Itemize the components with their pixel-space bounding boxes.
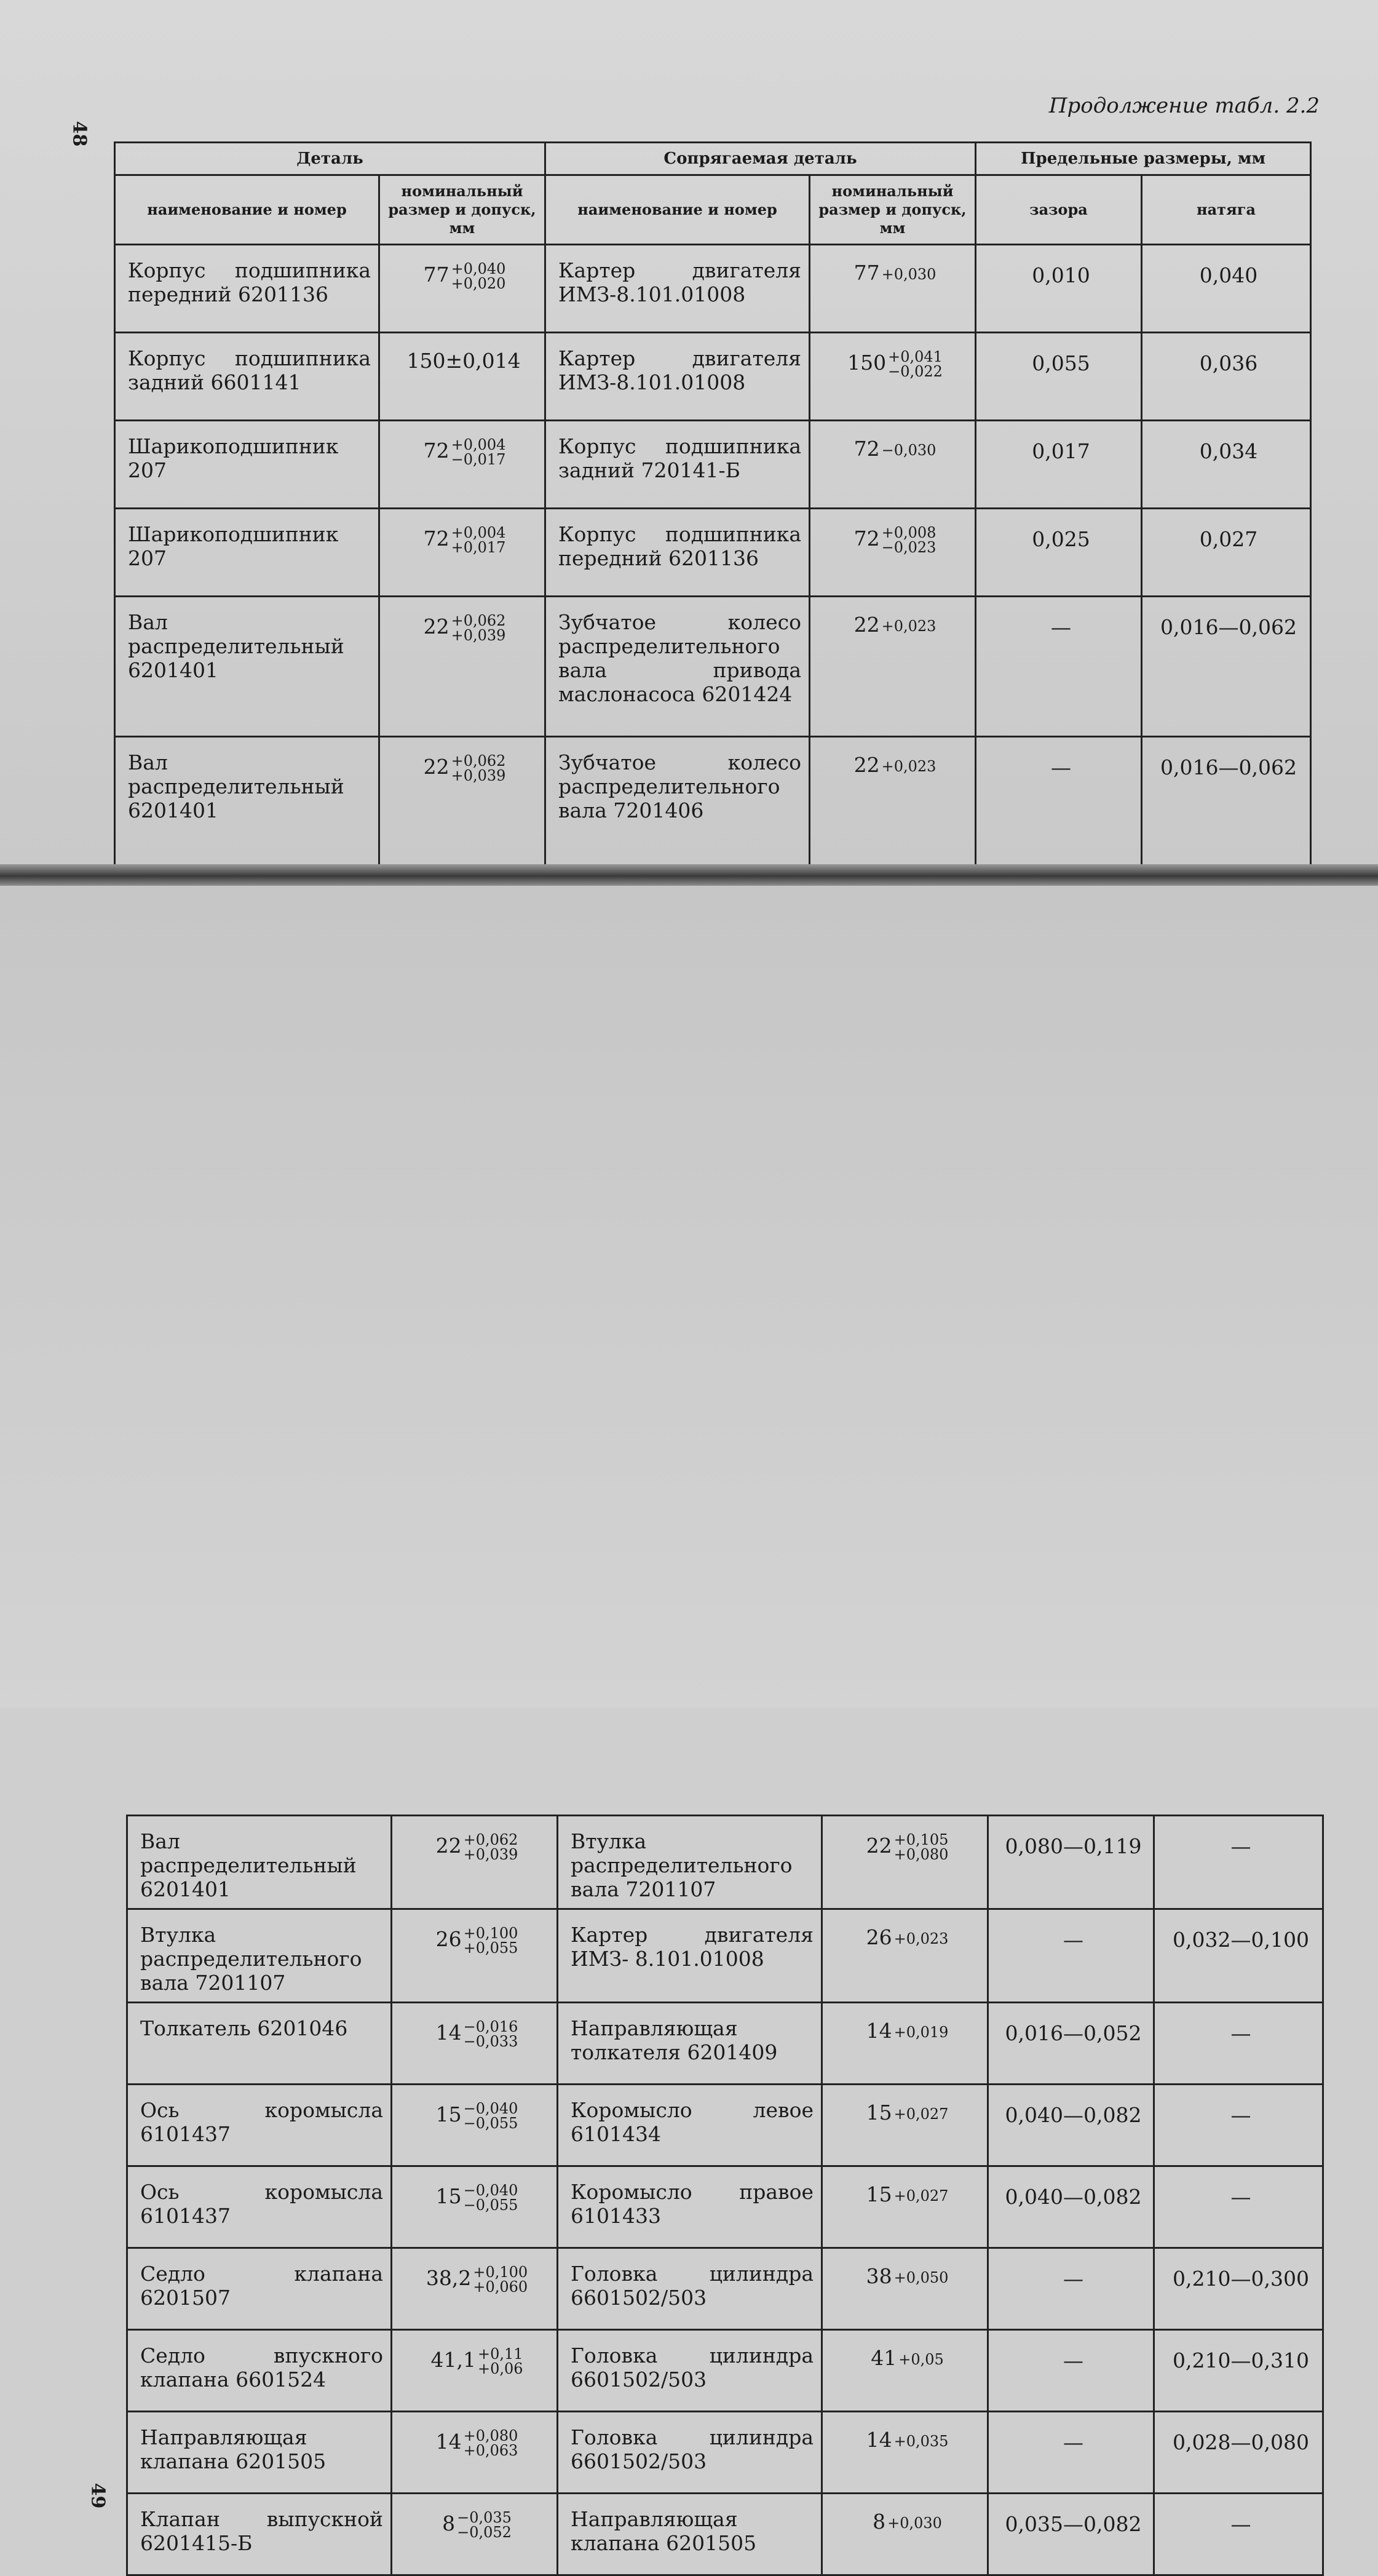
- tolerance: [451, 753, 506, 783]
- tolerance-upper: +0,027: [893, 2105, 949, 2123]
- detail-name: Направляющая клапана 6201505: [127, 2411, 392, 2493]
- mating-name: Головка цилиндра 6601502/503: [558, 2248, 822, 2329]
- clearance-value: —: [988, 1909, 1154, 2002]
- header-row-sub: [115, 175, 1311, 245]
- detail-name: Седло клапана 6201507: [127, 2248, 392, 2329]
- tolerance: [894, 2270, 949, 2285]
- mating-name: Втулка распределительного вала 7201107: [558, 1816, 822, 1909]
- tolerance-lower: −0,055: [463, 2196, 518, 2214]
- interference-value: —: [1154, 2002, 1323, 2084]
- tolerance-upper: +0,008: [881, 524, 936, 541]
- tolerance-lower: +0,06: [477, 2359, 523, 2377]
- tolerance-lower: +0,063: [463, 2441, 518, 2459]
- tolerance: [478, 2347, 523, 2376]
- tolerance: [473, 2265, 528, 2294]
- table-row: [127, 2493, 1323, 2575]
- mating-name: Головка цилиндра 6601502/503: [558, 2329, 822, 2411]
- tolerance-lower: −0,055: [463, 2114, 518, 2132]
- tolerance-upper: +0,062: [451, 612, 506, 629]
- detail-nominal-cell: [379, 737, 545, 877]
- detail-nominal-cell: [392, 2166, 558, 2248]
- table-row: [127, 2084, 1323, 2166]
- tolerance-upper: +0,019: [893, 2023, 949, 2041]
- mating-nominal-cell: [822, 2411, 988, 2493]
- detail-nominal-cell: [392, 2411, 558, 2493]
- mating-name: Головка цилиндра 6601502/503: [558, 2411, 822, 2493]
- detail-name: Вал распределительный 6201401: [115, 597, 379, 737]
- tolerance-upper: +0,062: [463, 1831, 518, 1848]
- tolerance-lower: +0,020: [451, 275, 506, 292]
- tolerance: [882, 759, 936, 774]
- clearance-value: 0,080—0,119: [988, 1816, 1154, 1909]
- header-nominal: номинальный размер и допуск, мм: [379, 175, 545, 245]
- limits-table-top: [114, 141, 1312, 878]
- mating-nominal-cell: [822, 2248, 988, 2329]
- mating-name: Зубчатое колесо распределительного вала 7201406: [545, 737, 810, 877]
- tolerance-lower: +0,017: [451, 539, 506, 556]
- tolerance: [451, 437, 506, 467]
- nominal-value: 41: [871, 2345, 897, 2370]
- tolerance-lower: +0,080: [893, 1846, 949, 1863]
- clearance-value: 0,016—0,052: [988, 2002, 1154, 2084]
- tolerance: [894, 2434, 949, 2449]
- page-49: [0, 886, 1378, 2555]
- detail-nominal-cell: [379, 509, 545, 597]
- nominal-value: 14: [866, 2427, 892, 2452]
- mating-nominal-cell: [822, 2002, 988, 2084]
- nominal-value: 77: [423, 263, 449, 287]
- tolerance-upper: +0,062: [451, 752, 506, 769]
- mating-name: Картер двигателя ИМЗ-8.101.01008: [545, 333, 810, 421]
- nominal-value: 72: [853, 437, 880, 461]
- detail-name: Клапан выпускной 6201415-Б: [127, 2493, 392, 2575]
- nominal-value: 72: [853, 527, 880, 551]
- tolerance-upper: +0,100: [473, 2263, 528, 2281]
- tolerance-lower: +0,039: [451, 627, 506, 644]
- header-name-number: наименование и номер: [115, 175, 379, 245]
- tolerance-upper: +0,027: [893, 2187, 949, 2204]
- tolerance-upper: +0,105: [893, 1831, 949, 1848]
- mating-name: Коромысло правое 6101433: [558, 2166, 822, 2248]
- nominal-value: 22: [853, 613, 880, 637]
- clearance-value: 0,010: [976, 245, 1142, 333]
- nominal-value: 15: [866, 2100, 892, 2125]
- mating-nominal-cell: [810, 421, 976, 509]
- tolerance-lower: +0,039: [451, 767, 506, 784]
- tolerance-upper: +0,023: [881, 758, 936, 775]
- detail-nominal-cell: [392, 2002, 558, 2084]
- mating-name: Картер двигателя ИМЗ- 8.101.01008: [558, 1909, 822, 2002]
- nominal-value: 22: [423, 614, 449, 638]
- tolerance: [457, 2510, 512, 2540]
- tolerance-upper: +0,030: [881, 266, 936, 283]
- tolerance: [464, 2428, 518, 2458]
- nominal-value: 72: [423, 527, 449, 551]
- mating-nominal-cell: [810, 737, 976, 877]
- detail-nominal-cell: [379, 421, 545, 509]
- table-row: [127, 1909, 1323, 2002]
- tolerance-lower: +0,055: [463, 1939, 518, 1957]
- nominal-value: 26: [866, 1925, 892, 1949]
- nominal-value: 38: [866, 2264, 892, 2288]
- table-row: [127, 2329, 1323, 2411]
- tolerance-upper: −0,035: [457, 2508, 512, 2526]
- table-row: [115, 737, 1311, 877]
- tolerance-lower: −0,033: [463, 2032, 518, 2050]
- tolerance-lower: +0,060: [473, 2278, 528, 2296]
- tolerance-upper: +0,041: [888, 348, 943, 365]
- nominal-value: 77: [853, 261, 880, 285]
- detail-name: Вал распределительный 6201401: [115, 737, 379, 877]
- header-interference: натяга: [1142, 175, 1311, 245]
- tolerance-upper: +0,030: [887, 2514, 942, 2532]
- clearance-value: 0,055: [976, 333, 1142, 421]
- tolerance-upper: +0,040: [451, 260, 506, 277]
- tolerance-lower: −0,052: [457, 2523, 512, 2541]
- detail-nominal-cell: [392, 2084, 558, 2166]
- detail-name: Шарикоподшипник 207: [115, 509, 379, 597]
- table-row: [115, 597, 1311, 737]
- tolerance-upper: +0,11: [477, 2345, 523, 2363]
- tolerance: [464, 2101, 518, 2131]
- book-spine: [0, 864, 1378, 886]
- nominal-value: 14: [435, 2429, 462, 2454]
- tolerance: [451, 613, 506, 643]
- clearance-value: —: [988, 2248, 1154, 2329]
- interference-value: 0,040: [1142, 245, 1311, 333]
- detail-nominal-cell: [379, 333, 545, 421]
- tolerance: [882, 443, 936, 458]
- detail-nominal-cell: [379, 245, 545, 333]
- tolerance: [894, 1832, 949, 1862]
- table-row: [127, 2002, 1323, 2084]
- clearance-value: —: [988, 2329, 1154, 2411]
- interference-value: 0,036: [1142, 333, 1311, 421]
- nominal-value: 38,2: [426, 2265, 472, 2290]
- table-row: [115, 421, 1311, 509]
- detail-nominal-cell: [392, 2493, 558, 2575]
- nominal-value: 22: [423, 755, 449, 779]
- mating-name: Корпус подшипника передний 6201136: [545, 509, 810, 597]
- detail-name: Втулка распределительного вала 7201107: [127, 1909, 392, 2002]
- nominal-value: 15: [866, 2182, 892, 2206]
- clearance-value: 0,025: [976, 509, 1142, 597]
- clearance-value: —: [988, 2411, 1154, 2493]
- interference-value: 0,210—0,300: [1154, 2248, 1323, 2329]
- mating-nominal-cell: [822, 1816, 988, 1909]
- tolerance: [894, 2025, 949, 2040]
- mating-nominal-cell: [822, 2166, 988, 2248]
- detail-name: Толкатель 6201046: [127, 2002, 392, 2084]
- clearance-value: 0,040—0,082: [988, 2166, 1154, 2248]
- tolerance-upper: +0,100: [463, 1924, 518, 1942]
- detail-nominal-cell: [392, 1909, 558, 2002]
- table-row: [127, 2248, 1323, 2329]
- clearance-value: —: [976, 597, 1142, 737]
- tolerance-lower: +0,039: [463, 1846, 518, 1863]
- tolerance: [451, 261, 506, 291]
- mating-name: Зубчатое колесо распределительного вала привода маслонасоса 6201424: [545, 597, 810, 737]
- page-number: 49: [87, 2483, 109, 2509]
- tolerance-lower: −0,022: [888, 363, 943, 380]
- table-row: [127, 2166, 1323, 2248]
- tolerance: [898, 2352, 944, 2367]
- clearance-value: 0,040—0,082: [988, 2084, 1154, 2166]
- interference-value: —: [1154, 2166, 1323, 2248]
- tolerance: [464, 2183, 518, 2212]
- detail-name: Седло впускного клапана 6601524: [127, 2329, 392, 2411]
- tolerance-upper: +0,004: [451, 524, 506, 541]
- header-mating-nominal: номинальный размер и допуск, мм: [810, 175, 976, 245]
- tolerance-upper: −0,040: [463, 2099, 518, 2117]
- tolerance-lower: −0,017: [451, 451, 506, 468]
- nominal-value: 15: [435, 2184, 462, 2208]
- interference-value: —: [1154, 2493, 1323, 2575]
- interference-value: 0,028—0,080: [1154, 2411, 1323, 2493]
- header-mating: Сопрягаемая деталь: [545, 143, 976, 175]
- nominal-value: 150: [847, 351, 887, 375]
- interference-value: 0,210—0,310: [1154, 2329, 1323, 2411]
- mating-name: Картер двигателя ИМЗ-8.101.01008: [545, 245, 810, 333]
- mating-nominal-cell: [822, 2329, 988, 2411]
- tolerance: [894, 1931, 949, 1946]
- interference-value: 0,032—0,100: [1154, 1909, 1323, 2002]
- tolerance-upper: −0,040: [463, 2181, 518, 2199]
- clearance-value: 0,035—0,082: [988, 2493, 1154, 2575]
- tolerance: [882, 619, 936, 634]
- mating-nominal-cell: [810, 245, 976, 333]
- mating-name: Корпус подшипника задний 720141-Б: [545, 421, 810, 509]
- header-row-group: [115, 143, 1311, 175]
- nominal-value: 150±0,014: [406, 349, 521, 373]
- table-caption: Продолжение табл. 2.2: [1048, 93, 1320, 118]
- header-clearance: зазора: [976, 175, 1142, 245]
- detail-name: Шарикоподшипник 207: [115, 421, 379, 509]
- tolerance-upper: +0,080: [463, 2427, 518, 2444]
- mating-name: Направляющая клапана 6201505: [558, 2493, 822, 2575]
- tolerance: [888, 349, 943, 379]
- table-row: [115, 333, 1311, 421]
- mating-nominal-cell: [822, 2493, 988, 2575]
- table-row: [115, 245, 1311, 333]
- mating-name: Коромысло левое 6101434: [558, 2084, 822, 2166]
- interference-value: 0,016—0,062: [1142, 597, 1311, 737]
- detail-name: Корпус подшипника передний 6201136: [115, 245, 379, 333]
- interference-value: 0,027: [1142, 509, 1311, 597]
- tolerance: [882, 525, 936, 555]
- header-mating-name-number: наименование и номер: [545, 175, 810, 245]
- tolerance: [464, 2019, 518, 2049]
- tolerance-upper: +0,023: [893, 1930, 949, 1947]
- interference-value: 0,016—0,062: [1142, 737, 1311, 877]
- table-row: [127, 1816, 1323, 1909]
- clearance-value: —: [976, 737, 1142, 877]
- interference-value: —: [1154, 2084, 1323, 2166]
- nominal-value: 15: [435, 2102, 462, 2126]
- detail-nominal-cell: [392, 2248, 558, 2329]
- nominal-value: 72: [423, 439, 449, 463]
- nominal-value: 8: [442, 2511, 456, 2535]
- tolerance-upper: +0,023: [881, 618, 936, 635]
- nominal-value: 26: [435, 1926, 462, 1951]
- nominal-value: 14: [435, 2020, 462, 2045]
- interference-value: 0,034: [1142, 421, 1311, 509]
- limits-table-bottom: [126, 1815, 1324, 2576]
- interference-value: —: [1154, 1816, 1323, 1909]
- tolerance: [882, 267, 936, 282]
- detail-name: Ось коромысла 6101437: [127, 2084, 392, 2166]
- clearance-value: 0,017: [976, 421, 1142, 509]
- table-row: [115, 509, 1311, 597]
- mating-nominal-cell: [810, 509, 976, 597]
- table-row: [127, 2411, 1323, 2493]
- mating-nominal-cell: [822, 1909, 988, 2002]
- tolerance-lower: −0,030: [881, 442, 936, 459]
- nominal-value: 22: [853, 753, 880, 777]
- mating-nominal-cell: [810, 333, 976, 421]
- tolerance-upper: +0,050: [893, 2268, 949, 2286]
- tolerance-upper: +0,004: [451, 436, 506, 453]
- nominal-value: 41,1: [430, 2347, 476, 2372]
- nominal-value: 14: [866, 2018, 892, 2043]
- detail-name: Ось коромысла 6101437: [127, 2166, 392, 2248]
- tolerance: [451, 525, 506, 555]
- tolerance-upper: −0,016: [463, 2017, 518, 2035]
- tolerance-upper: +0,05: [898, 2350, 944, 2368]
- tolerance: [894, 2107, 949, 2121]
- mating-nominal-cell: [822, 2084, 988, 2166]
- mating-name: Направляющая толкателя 6201409: [558, 2002, 822, 2084]
- detail-nominal-cell: [392, 1816, 558, 1909]
- header-detail: Деталь: [115, 143, 545, 175]
- nominal-value: 22: [435, 1834, 462, 1858]
- tolerance-upper: +0,035: [893, 2432, 949, 2450]
- page-number: 48: [68, 121, 90, 147]
- mating-nominal-cell: [810, 597, 976, 737]
- tolerance: [464, 1926, 518, 1955]
- detail-nominal-cell: [379, 597, 545, 737]
- tolerance: [887, 2516, 942, 2530]
- nominal-value: 8: [873, 2509, 886, 2534]
- detail-name: Корпус подшипника задний 6601141: [115, 333, 379, 421]
- detail-nominal-cell: [392, 2329, 558, 2411]
- tolerance-lower: −0,023: [881, 539, 936, 556]
- tolerance: [464, 1832, 518, 1862]
- tolerance: [894, 2188, 949, 2203]
- nominal-value: 22: [866, 1834, 892, 1858]
- detail-name: Вал распределительный 6201401: [127, 1816, 392, 1909]
- page-48: [0, 0, 1378, 864]
- header-limits: Предельные размеры, мм: [976, 143, 1311, 175]
